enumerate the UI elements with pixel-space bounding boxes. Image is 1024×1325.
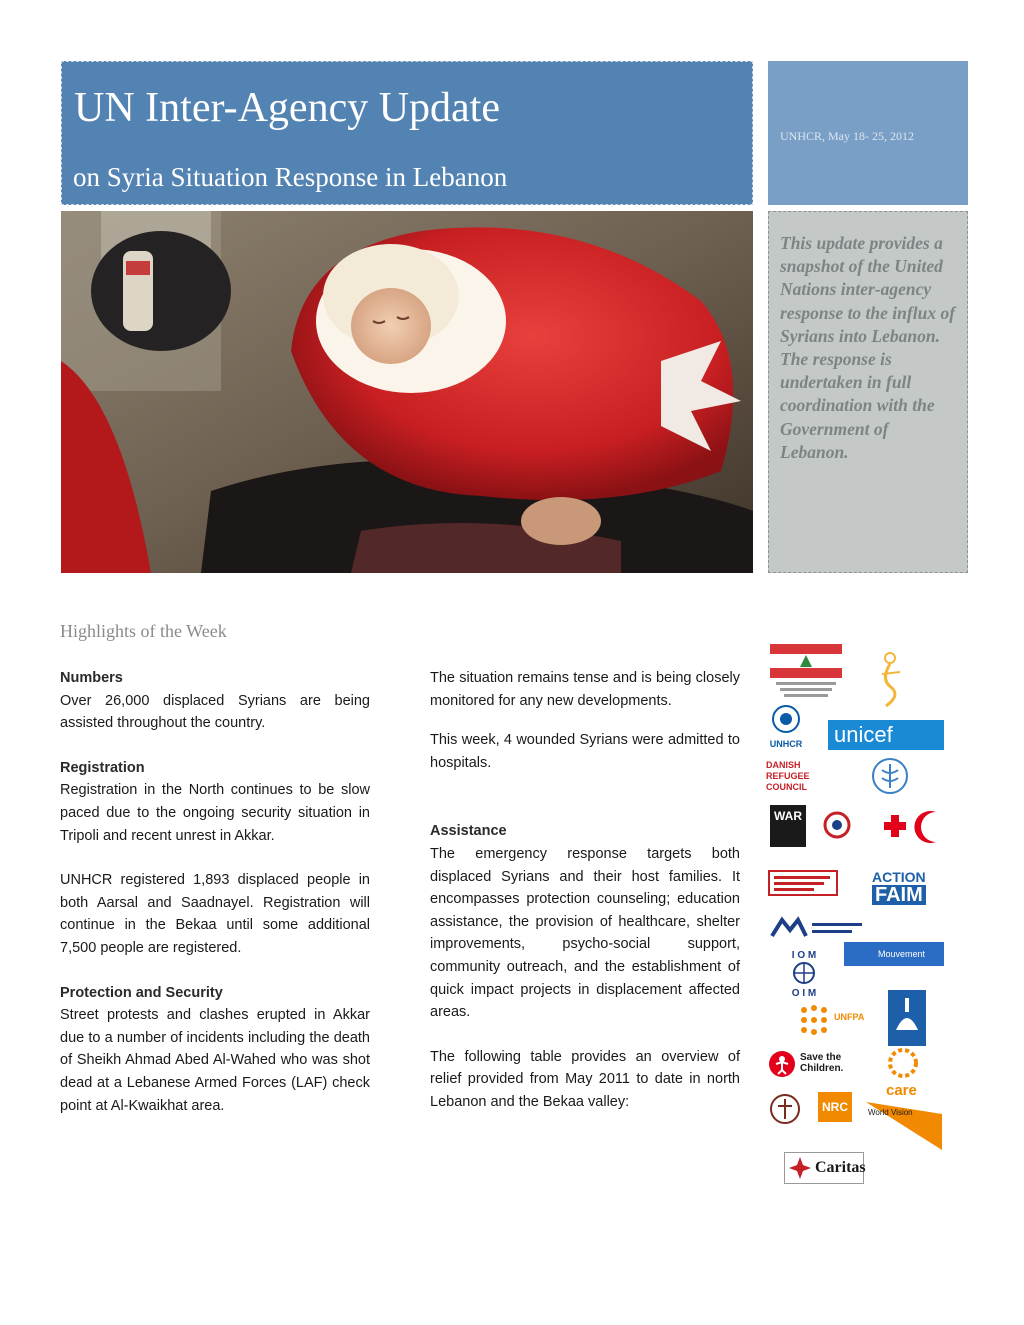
caritas-label: Caritas (815, 1159, 866, 1176)
assistance-text: The emergency response targets both displaced Syrians and their host families. It encompasses protection counseling; education assistance, the provision of healthcare, shelter improvements, psycho-social support, community outreach, and the establishment of quick impact projects in displacement affected areas. (430, 845, 740, 1021)
unicef-logo (828, 720, 944, 750)
medical-emblem-icon (822, 810, 852, 840)
drc-logo (766, 760, 836, 796)
medical-logo (822, 810, 852, 840)
situation-text: The situation remains tense and is being closely monitored for any new developments. (430, 670, 740, 709)
caritas-cross-icon (787, 1155, 813, 1181)
mouvement-social-label: Mouvement Social (878, 949, 926, 983)
nrc-logo (818, 1092, 852, 1122)
save-children-label-2: Children. (800, 1063, 844, 1074)
unfpa-label: UNFPA (834, 1012, 865, 1022)
blue-org-logo (770, 916, 866, 940)
text-block-icon (770, 872, 836, 894)
figure-logo (870, 650, 910, 710)
unhcr-emblem-icon (766, 704, 806, 734)
handicap-logo (768, 870, 838, 896)
page-title: UN Inter-Agency Update (74, 85, 500, 131)
iom-label-2: O I M (791, 988, 817, 999)
nrc-label: NRC (822, 1100, 848, 1114)
right-column (430, 667, 740, 1114)
red-cross-logo (878, 806, 948, 852)
intro-box (768, 211, 968, 573)
protection-text: Street protests and clashes erupted in Akkar due to a number of incidents including the death of Sheikh Ahmad Abed Al-Wahed who was shot dead at a Lebanese Armed Forces (LAF) check point at Al-Kwaikhat area. (60, 1007, 370, 1114)
intro-text: This update provides a snapshot of the United Nations inter-agency response to the influx of Syrians into Lebanon. The response is undertaken in full coordination with the Government of Lebanon. (780, 233, 956, 462)
date-banner (768, 61, 968, 205)
left-column (60, 667, 370, 1117)
table-intro-text: The following table provides an overview of relief provided from May 2011 to date in north Lebanon and the Bekaa valley: (430, 1048, 740, 1110)
save-the-children-logo (768, 1050, 868, 1080)
care-label: care (886, 1082, 917, 1099)
iom-globe-icon (789, 962, 819, 984)
wfp-logo (870, 756, 910, 796)
world-vision-logo (866, 1102, 944, 1152)
numbers-text: Over 26,000 displaced Syrians are being assisted throughout the country. (60, 692, 370, 732)
blue-wave-icon (770, 916, 866, 940)
lebanon-flag-logo (770, 644, 842, 700)
unhcr-logo (766, 704, 806, 749)
registration-text-2: UNHCR registered 1,893 displaced people in both Aarsal and Saadnayel. Registration will continue in the Bekaa until some additional 7,500 people are registered. (60, 872, 370, 956)
report-date: UNHCR, May 18- 25, 2012 (780, 129, 914, 143)
protection-heading: Protection and Security (60, 984, 223, 1001)
action-faim-logo (872, 870, 944, 910)
dove-emblem-icon (768, 1092, 802, 1126)
children-figure-icon (768, 1050, 796, 1078)
page-subtitle: on Syria Situation Response in Lebanon (73, 162, 508, 192)
registration-text-1: Registration in the North continues to be slow paced due to the ongoing security situation in Tripoli and recent unrest in Akkar. (60, 782, 370, 844)
assistance-heading: Assistance (430, 823, 507, 840)
registration-heading: Registration (60, 759, 145, 776)
care-hands-icon (886, 1048, 920, 1078)
iom-logo (784, 950, 824, 998)
unfpa-logo (796, 1002, 864, 1038)
world-vision-label: World Vision (868, 1108, 913, 1117)
action-faim-label-1: ACTION (872, 869, 926, 885)
person-figure-icon (870, 650, 910, 710)
numbers-heading: Numbers (60, 670, 123, 686)
red-cross-crescent-icon (878, 806, 948, 852)
drc-label-1: DANISH (766, 760, 801, 770)
unfpa-dots-icon (796, 1002, 832, 1038)
action-faim-label-2: FAIM (872, 885, 926, 905)
care-logo (886, 1048, 930, 1099)
wfp-emblem-icon (870, 756, 910, 796)
islamic-org-logo (888, 990, 926, 1046)
title-banner (61, 61, 753, 205)
iom-label-1: I O M (791, 950, 817, 961)
drc-label-3: COUNCIL (766, 782, 807, 792)
highlights-heading: Highlights of the Week (60, 621, 227, 641)
drc-label-2: REFUGEE (766, 771, 810, 781)
cover-photo (61, 211, 753, 573)
wounded-text: This week, 4 wounded Syrians were admitted to hospitals. (430, 732, 740, 771)
war-child-label: WAR (774, 809, 802, 823)
unicef-label: unicef (834, 722, 893, 747)
mouvement-social-logo (844, 942, 944, 983)
partner-logos (766, 640, 951, 1190)
unhcr-label: UNHCR (769, 739, 803, 749)
lebanon-flag-icon (770, 644, 842, 700)
caritas-logo (784, 1152, 864, 1184)
dove-org-logo (768, 1092, 802, 1126)
mosque-icon (888, 990, 926, 1046)
war-child-logo (770, 805, 806, 847)
save-children-label-1: Save the (800, 1052, 842, 1063)
